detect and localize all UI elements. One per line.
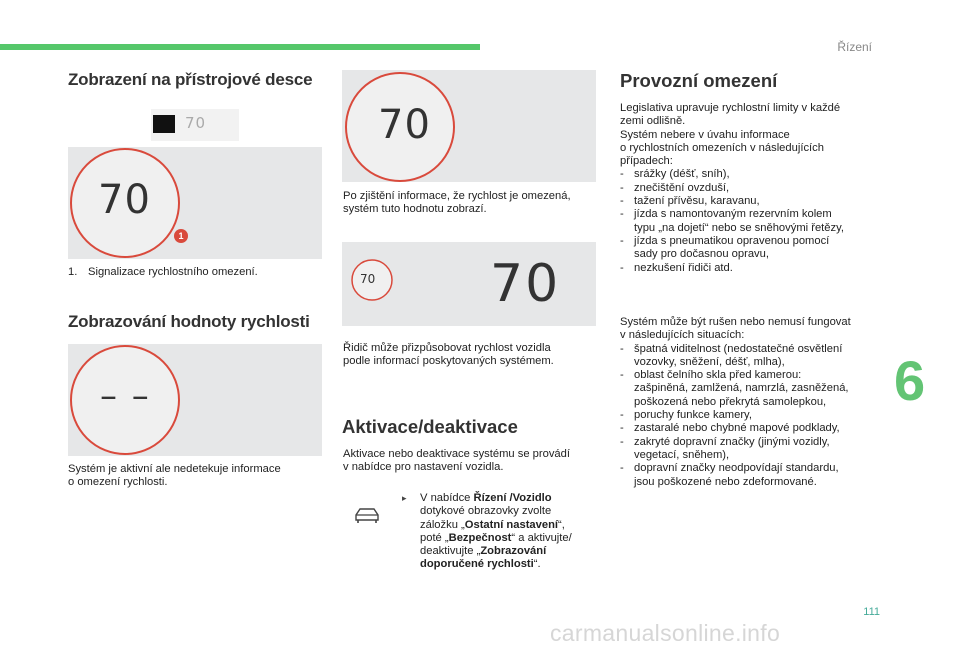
option-name: Zobrazování — [480, 545, 547, 558]
list-item — [620, 262, 880, 275]
limits-list — [620, 168, 880, 274]
inactive-text-line1: Systém je aktivní ale nedetekuje informace — [68, 463, 281, 475]
adapt-text-line2: podle informací poskytovaných systémem. — [343, 355, 554, 368]
intro-paragraph — [620, 102, 880, 168]
adapt-text-line1: Řidič může přizpůsobovat rychlost vozidla — [343, 342, 551, 354]
arrow-bullet-icon: ▸ — [402, 493, 407, 503]
instr-text: deaktivujte „ — [420, 545, 481, 558]
inactive-text — [68, 463, 281, 490]
list-item — [620, 195, 880, 208]
list-item-line: - zastaralé nebo chybné mapové podklady, — [634, 422, 840, 435]
list-item-line: sady pro dočasnou opravu, — [634, 248, 769, 261]
list-item-line: - špatná viditelnost (nedostatečné osvětlení — [634, 342, 843, 355]
detected-sign-panel — [342, 70, 596, 182]
heading-speed-display: Zobrazování hodnoty rychlosti — [68, 312, 310, 331]
activation-text-line1: Aktivace nebo deaktivace systému se provádí — [343, 448, 570, 460]
instr-text: záložku „ — [420, 518, 465, 531]
list-item-line: zašpiněná, zamlžená, namrzlá, zasněžená, — [634, 382, 849, 395]
col3-body — [620, 102, 880, 275]
paragraph-line: zemi odlišně. — [620, 115, 686, 128]
list-item-line: - jízda s pneumatikou opravenou pomocí — [634, 234, 830, 247]
section-color-bar — [0, 44, 480, 50]
list-item-line: poškozená nebo překrytá samolepkou, — [634, 395, 827, 408]
list-item-line: vegetací, sněhem), — [634, 448, 730, 461]
list-item-line: - jízda s namontovaným rezervním kolem — [634, 208, 832, 221]
section-title: Řízení — [837, 40, 872, 54]
small-speed-value: 70 — [185, 114, 207, 132]
speed-sign-panel — [68, 147, 322, 259]
list-item — [620, 182, 880, 195]
tab-name: Ostatní nastavení — [464, 518, 559, 531]
instr-text: “ a aktivujte/ — [511, 531, 572, 544]
instr-text: V nabídce — [420, 492, 474, 504]
watermark: carmanualsonline.info — [550, 620, 781, 646]
instr-text: “. — [533, 558, 541, 571]
black-block — [153, 115, 175, 133]
list-item-line: vozovky, sněžení, déšť, mlha), — [634, 355, 785, 368]
detected-text-line2: systém tuto hodnotu zobrazí. — [343, 203, 487, 216]
interference-paragraph — [620, 316, 880, 343]
col3-body-2 — [620, 316, 880, 489]
paragraph-line: o rychlostních omezeních v následujících — [620, 141, 824, 154]
list-item-line: - poruchy funkce kamery, — [634, 409, 752, 422]
paragraph-line: případech: — [620, 155, 673, 168]
combined-display-panel — [342, 242, 596, 326]
heading-activation: Aktivace/deaktivace — [342, 416, 518, 437]
list-item — [620, 422, 880, 435]
section-name: Bezpečnost — [448, 531, 512, 544]
speed-limit-value: 70 — [98, 177, 151, 223]
instr-text: poté „ — [420, 531, 449, 544]
activation-instructions — [420, 492, 572, 572]
list-item-line: - znečištění ovzduší, — [634, 181, 730, 194]
paragraph-line: Systém nebere v úvahu informace — [620, 128, 790, 141]
no-speed-panel — [68, 344, 322, 456]
list-item — [620, 462, 880, 489]
note-text: Signalizace rychlostního omezení. — [88, 266, 258, 278]
detected-text — [343, 190, 571, 217]
list-item — [620, 235, 880, 262]
paragraph-line: v následujících situacích: — [620, 329, 745, 342]
page-number: 111 — [863, 606, 880, 618]
detected-speed-value: 70 — [378, 102, 431, 148]
heading-instrument-display: Zobrazení na přístrojové desce — [68, 70, 313, 89]
instr-text: dotykové obrazovky zvolte — [420, 505, 552, 518]
big-speed-digits: 70 — [490, 254, 561, 314]
dash-speed-value: – – — [100, 376, 151, 416]
list-item — [620, 343, 880, 370]
option-name: doporučené rychlosti — [420, 558, 534, 571]
list-item-line: - tažení přívěsu, karavanu, — [634, 195, 760, 208]
car-icon — [352, 505, 382, 527]
list-item-line: jsou poškozené nebo zdeformované. — [634, 475, 817, 488]
instrument-strip — [151, 109, 239, 141]
list-item-line: - nezkušení řidiči atd. — [634, 261, 733, 274]
note-number: 1. — [68, 266, 78, 278]
list-item-line: typu „na dojetí“ nebo se sněhovými řetězy, — [634, 221, 844, 234]
list-item-line: - srážky (déšť, sníh), — [634, 168, 730, 181]
list-item-line: - oblast čelního skla před kamerou: — [634, 369, 802, 382]
list-item — [620, 208, 880, 235]
detected-text-line1: Po zjištění informace, že rychlost je omezená, — [343, 190, 571, 202]
heading-operating-limits: Provozní omezení — [620, 70, 778, 91]
chapter-number: 6 — [894, 349, 926, 412]
menu-name: Řízení /Vozidlo — [473, 492, 552, 504]
list-item — [620, 168, 880, 181]
instr-text: “, — [558, 518, 565, 531]
list-item — [620, 369, 880, 409]
callout-badge: 1 — [174, 229, 188, 243]
list-item — [620, 409, 880, 422]
list-item — [620, 436, 880, 463]
inactive-text-line2: o omezení rychlosti. — [68, 476, 168, 489]
paragraph-line: Legislativa upravuje rychlostní limity v každé — [620, 102, 841, 114]
small-sign-value: 70 — [360, 272, 376, 286]
activation-text — [343, 448, 570, 475]
list-item-line: - zakryté dopravní značky (jinými vozidly, — [634, 435, 830, 448]
list-item-line: - dopravní značky neodpovídají standardu, — [634, 462, 839, 475]
adapt-text — [343, 342, 554, 369]
activation-text-line2: v nabídce pro nastavení vozidla. — [343, 461, 504, 474]
interference-list — [620, 343, 880, 489]
paragraph-line: Systém může být rušen nebo nemusí fungovat — [620, 316, 851, 328]
